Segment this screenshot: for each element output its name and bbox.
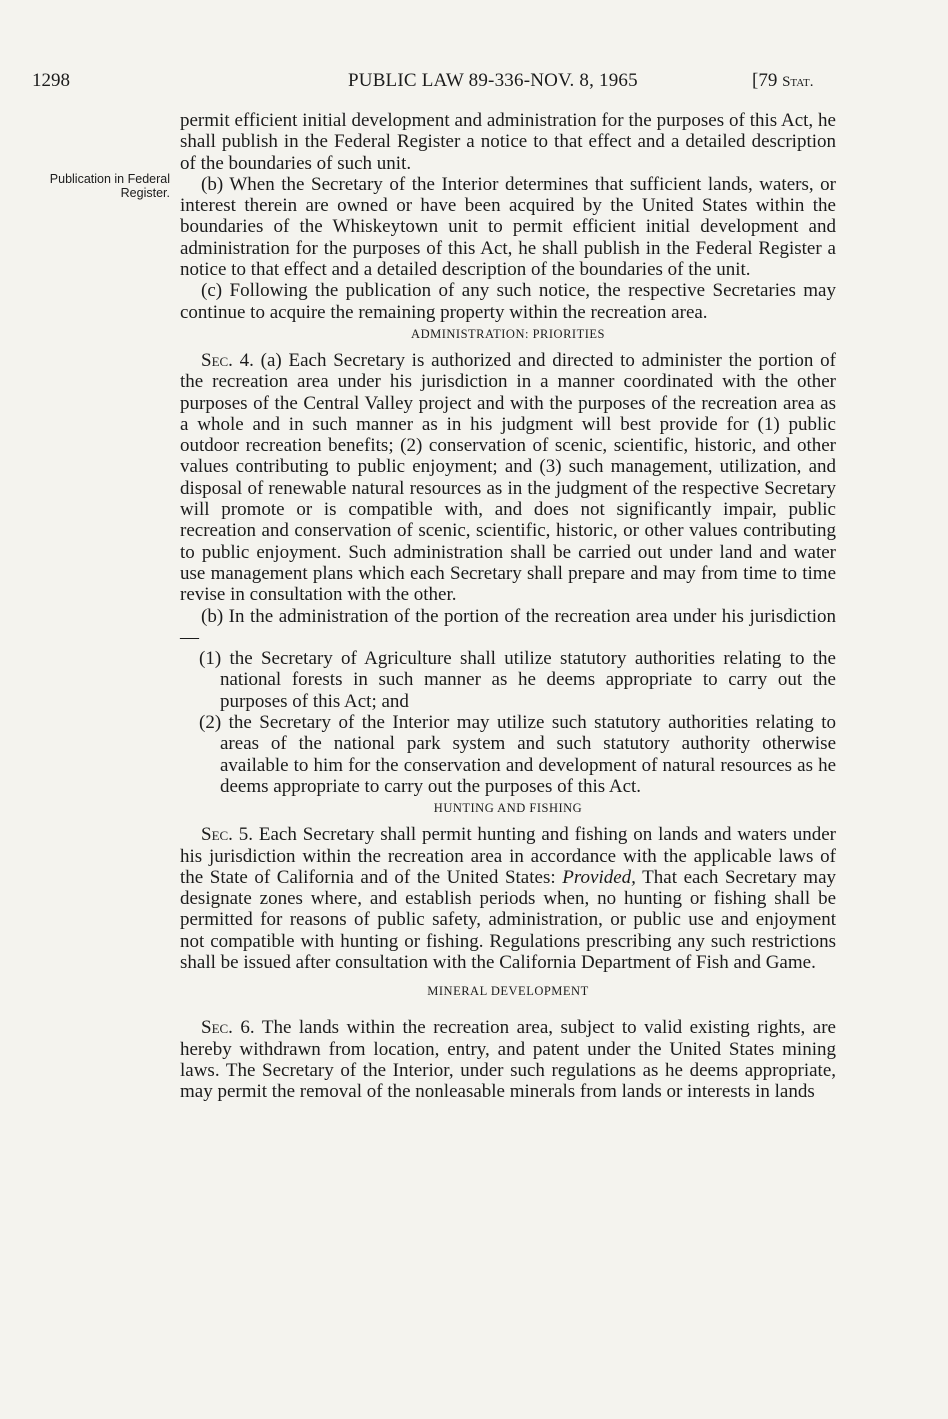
clause-1: (1) the Secretary of Agriculture shall utilize statutory authorities relating to the national forests in such manner as he deems appropriate to carry out the purposes of this Act; and [199, 648, 836, 712]
section-5-text-a: 5. Each Secretary shall permit hunting and fishing on lands and waters under his jurisdiction within the recreation area in accordance with the applicable laws of the State of California and of the United States: [180, 824, 836, 888]
section-label: Sec. [201, 824, 233, 846]
body-text [180, 110, 836, 1102]
clause-2: (2) the Secretary of the Interior may utilize such statutory authorities relating to areas of the national park system and such statutory authority otherwise available to him for the conservation and development of natural resources as he deems appropriate to carry out the purposes of this Act. [199, 712, 836, 797]
paragraph-section-4-b: (b) In the administration of the portion of the recreation area under his jurisdiction— [180, 605, 836, 648]
paragraph-subsection-b: (b) When the Secretary of the Interior determines that sufficient lands, waters, or interest therein are owned or have been acquired by the United States within the boundaries of the Whiskeytown unit to permit efficient initial development and administration for the purposes of this Act, he shall publish in the Federal Register a notice to that effect and a detailed description of the boundaries of the unit. [180, 173, 836, 281]
volume-stat: Stat. [782, 74, 814, 90]
section-label: Sec. [201, 349, 233, 371]
volume-prefix: [79 [752, 70, 783, 91]
margin-note-publication: Publication in Federal Register. [49, 172, 170, 200]
paragraph-subsection-c: (c) Following the publication of any such notice, the respective Secretaries may continue to acquire the remaining property within the recreation area. [180, 280, 836, 323]
page-number: 1298 [32, 70, 70, 91]
heading-hunting: HUNTING AND FISHING [433, 801, 583, 816]
paragraph-section-4 [180, 350, 836, 606]
paragraph-section-6 [180, 1017, 836, 1102]
paragraph-continuation: permit efficient initial development and administration for the purposes of this Act, he shall publish in the Federal Register a notice to that effect and a detailed description of the boundaries of such unit. [180, 110, 836, 174]
volume-citation [752, 70, 813, 92]
section-6-text: 6. The lands within the recreation area, subject to valid existing rights, are hereby withdrawn from location, entry, and patent under the United States mining laws. The Secretary of the Interior, under such regulations as he deems appropriate, may permit the removal of the nonleasable minerals from lands or interests in lands [180, 1017, 836, 1103]
section-label: Sec. [201, 1017, 233, 1039]
paragraph-section-5 [180, 824, 836, 973]
proviso: Provided, [562, 866, 636, 888]
heading-administration: ADMINISTRATION: PRIORITIES [411, 326, 605, 341]
heading-mineral: MINERAL DEVELOPMENT [427, 984, 589, 999]
running-head: PUBLIC LAW 89-336-NOV. 8, 1965 [348, 70, 638, 91]
section-5-text-b: That each Secretary may designate zones where, and establish periods when, no hunting or fishing shall be permitted for reasons of public safety, administration, or public use and enjoyment not compatible with hunting or fishing. Regulations prescribing any such restrictions shall be issued after consultation with the California Department of Fish and Game. [180, 866, 836, 973]
section-4-text: 4. (a) Each Secretary is authorized and directed to administer the portion of the recreation area under his jurisdiction in a manner coordinated with the other purposes of the Central Valley project and with the purposes of the recreation area as a whole and in such manner as in his judgment will best provide for (1) public outdoor recreation benefits; (2) conservation of scenic, scientific, historic, and other values contributing to public enjoyment; and (3) such management, utilization, and disposal of renewable natural resources as in the judgment of the respective Secretary will promote or is compatible with, and does not significantly impair, public recreation and conservation of scenic, scientific, historic, or other values contributing to public enjoyment. Such administration shall be carried out under land and water use management plans which each Secretary shall prepare and may from time to time revise in consultation with the other. [180, 349, 836, 606]
